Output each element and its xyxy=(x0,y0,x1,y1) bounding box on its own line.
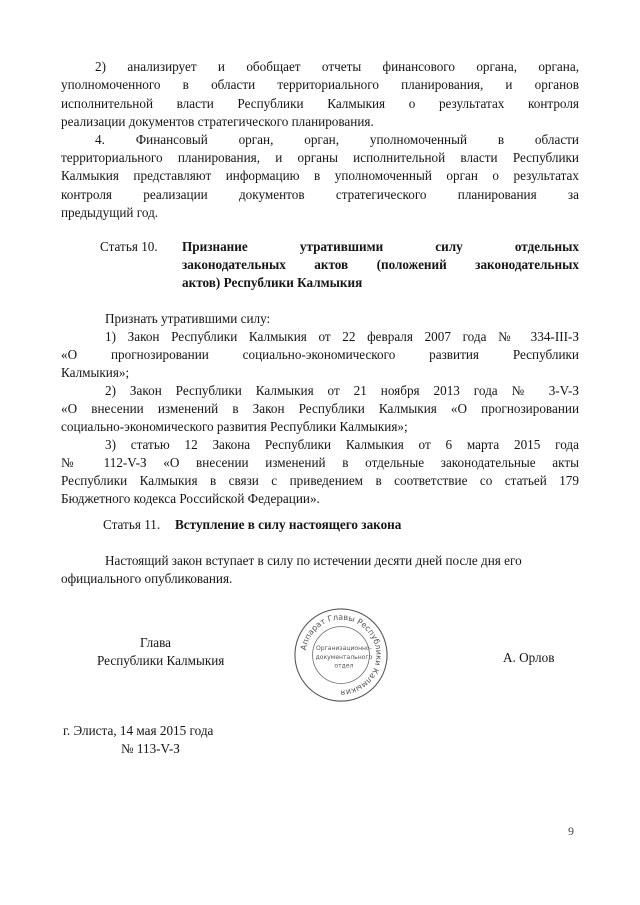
article11-title: Вступление в силу настоящего закона xyxy=(175,517,402,532)
article11-text-line-1: Настоящий закон вступает в силу по истечении десяти дней после дня его xyxy=(105,553,522,568)
article10-item1-line-1: 1) Закон Республики Калмыкия от 22 февраля 2007 года № 334-III-З xyxy=(105,329,579,344)
para2-line-2: уполномоченного в области территориального планирования, и органов xyxy=(61,77,579,92)
article10-title-line-2: законодательных актов (положений законодательных xyxy=(182,257,579,272)
signatory-name: А. Орлов xyxy=(503,650,555,665)
stamp-center-line-2: документального xyxy=(315,653,373,661)
seal-stamp xyxy=(292,606,390,704)
article10-title-line-3: актов) Республики Калмыкия xyxy=(182,275,363,290)
para2-line-1: 2) анализирует и обобщает отчеты финансового органа, органа, xyxy=(95,59,579,74)
page-number: 9 xyxy=(568,824,574,838)
para2-line-4: реализации документов стратегического планирования. xyxy=(61,114,374,129)
article10-item3-line-4: Бюджетного кодекса Российской Федерации». xyxy=(61,491,320,506)
para4-line-2: территориального планирования, и органы исполнительной власти Республики xyxy=(61,150,579,165)
article10-item2-line-2: «О внесении изменений в Закон Республики Калмыкия «О прогнозировании xyxy=(61,401,579,416)
article10-item2-line-1: 2) Закон Республики Калмыкия от 21 ноября 2013 года № 3-V-З xyxy=(105,383,579,398)
article11-text-line-2: официального опубликования. xyxy=(61,571,233,586)
place-date: г. Элиста, 14 мая 2015 года xyxy=(63,723,214,738)
para4-line-1: 4. Финансовый орган, орган, уполномоченный в области xyxy=(95,132,579,147)
para4-line-4: контроля реализации документов стратегического планирования за xyxy=(61,187,579,202)
signature-position-line-2: Республики Калмыкия xyxy=(97,653,225,668)
law-number: № 113-V-З xyxy=(121,741,180,756)
para2-line-3: исполнительной власти Республики Калмыкия о результатах контроля xyxy=(61,96,579,111)
para4-line-5: предыдущий год. xyxy=(61,205,159,220)
article11-label: Статья 11. xyxy=(103,517,161,532)
stamp-center-line-3: отдел xyxy=(334,662,354,670)
stamp-ring-text: Аппарат Главы Республики Калмыкия xyxy=(299,612,384,698)
para4-line-3: Калмыкия представляют информацию в уполномоченный орган о результатах xyxy=(61,168,579,183)
article10-label: Статья 10. xyxy=(100,239,158,254)
article10-item1-line-2: «О прогнозировании социально-экономического развития Республики xyxy=(61,347,579,362)
stamp-center-line-1: Организационно- xyxy=(315,645,372,653)
article10-item3-line-3: Республики Калмыкия в связи с приведением в соответствие со статьей 179 xyxy=(61,473,579,488)
article10-title-line-1: Признание утратившими силу отдельных xyxy=(182,239,579,254)
article10-item3-line-1: 3) статью 12 Закона Республики Калмыкия от 6 марта 2015 года xyxy=(105,437,579,452)
signature-position-line-1: Глава xyxy=(140,635,171,650)
article10-intro: Признать утратившими силу: xyxy=(105,311,271,326)
article10-item3-line-2: № 112-V-З «О внесении изменений в отдельные законодательные акты xyxy=(61,455,579,470)
article10-item1-line-3: Калмыкия»; xyxy=(61,365,130,380)
article10-item2-line-3: социально-экономического развития Республики Калмыкия»; xyxy=(61,419,408,434)
